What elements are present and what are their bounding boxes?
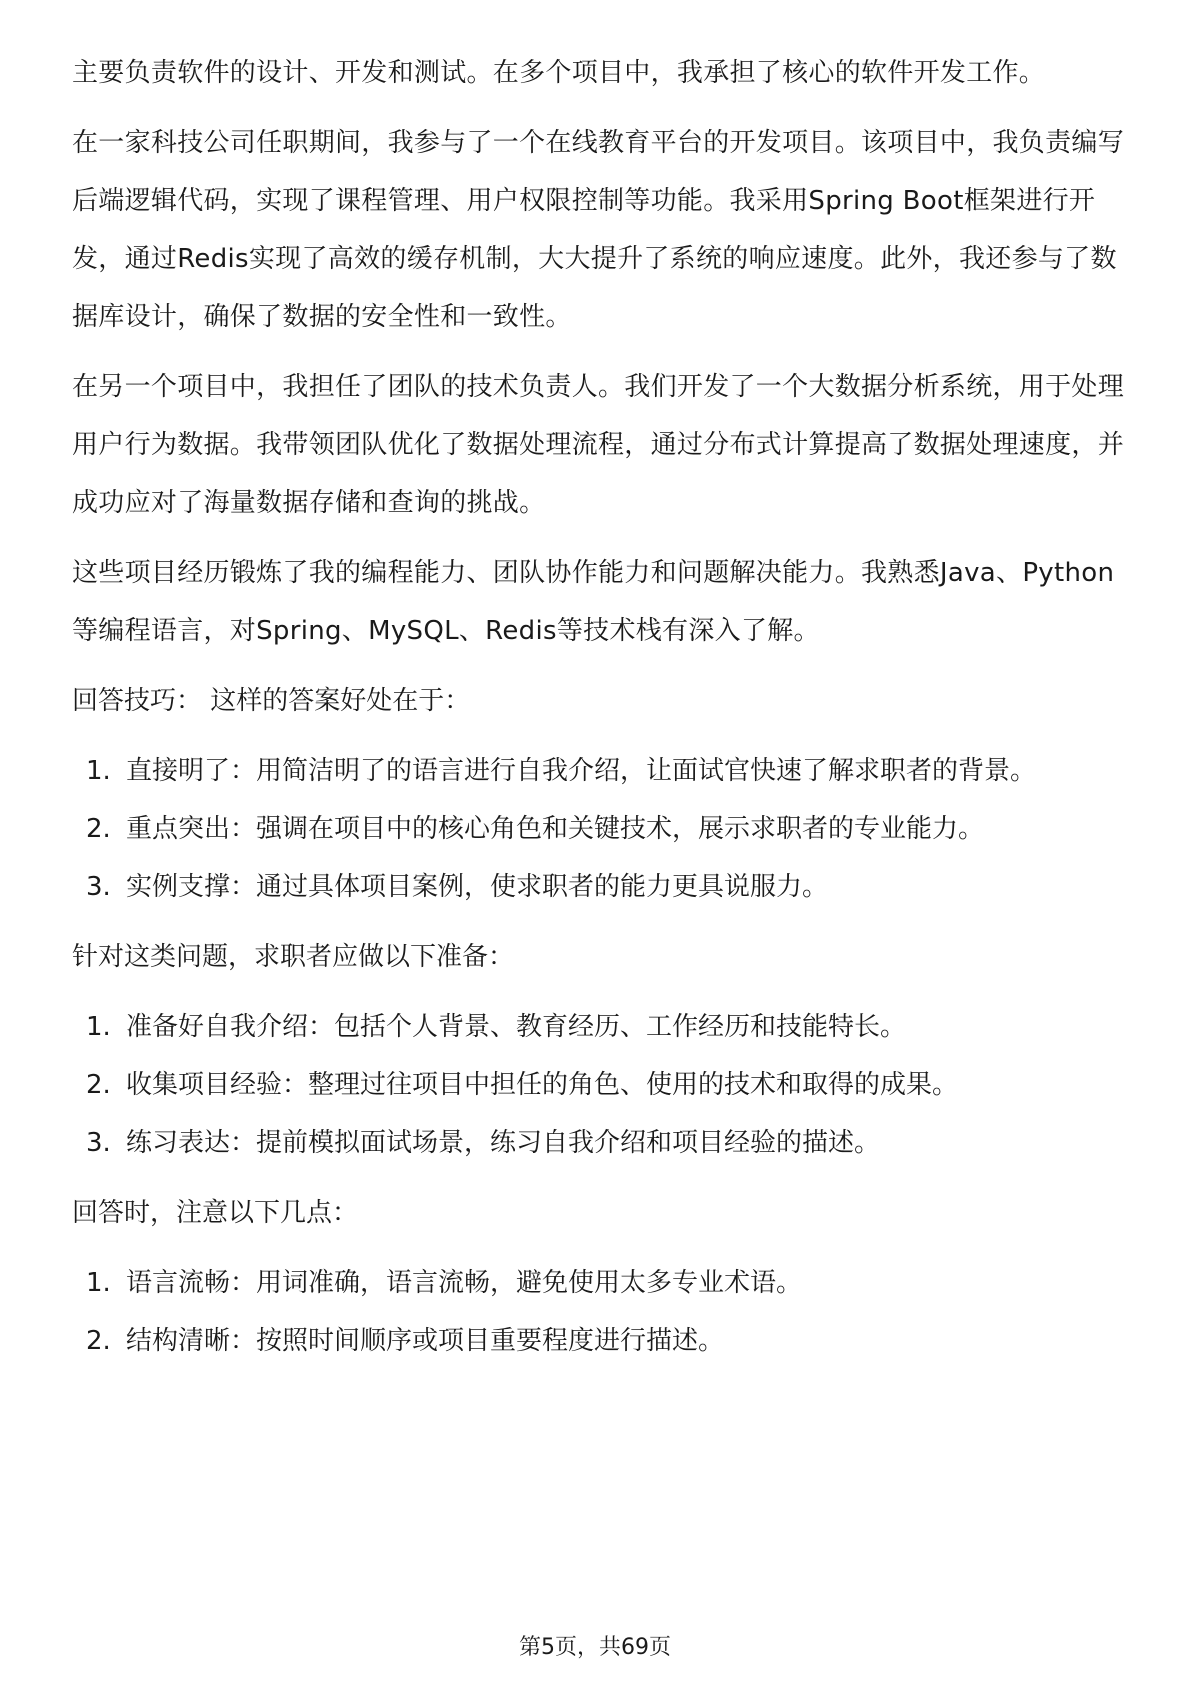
- list-item-text: 重点突出：强调在项目中的核心角色和关键技术，展示求职者的专业能力。: [126, 814, 985, 844]
- notes-list: [72, 1254, 1124, 1370]
- list-item-text: 收集项目经验：整理过往项目中担任的角色、使用的技术和取得的成果。: [126, 1070, 959, 1100]
- list-item: [72, 998, 1124, 1056]
- list-number: 1.: [86, 756, 111, 786]
- list-item: [72, 742, 1124, 800]
- paragraph-role: 主要负责软件的设计、开发和测试。在多个项目中，我承担了核心的软件开发工作。: [72, 58, 1046, 88]
- list-item-text: 实例支撑：通过具体项目案例，使求职者的能力更具说服力。: [126, 872, 829, 902]
- list-item: [72, 1312, 1124, 1370]
- preparation-list: [72, 998, 1124, 1172]
- list-number: 3.: [86, 1128, 111, 1158]
- paragraph-skills: 这些项目经历锻炼了我的编程能力、团队协作能力和问题解决能力。我熟悉Java、Python等编程语言，对Spring、MySQL、Redis等技术栈有深入了解。: [72, 558, 1115, 646]
- list-number: 1.: [86, 1012, 111, 1042]
- list-number: 2.: [86, 1326, 111, 1356]
- section-heading-tips: 回答技巧： 这样的答案好处在于：: [72, 686, 471, 716]
- document-body: [72, 44, 1124, 1382]
- list-item: [72, 1254, 1124, 1312]
- section-heading-notes: 回答时，注意以下几点：: [72, 1198, 359, 1228]
- list-item: [72, 858, 1124, 916]
- paragraph-bigdata-project: 在另一个项目中，我担任了团队的技术负责人。我们开发了一个大数据分析系统，用于处理用户行为数据。我带领团队优化了数据处理流程，通过分布式计算提高了数据处理速度，并成功应对了海量数据存储和查询的挑战。: [72, 372, 1125, 518]
- list-number: 3.: [86, 872, 111, 902]
- page-footer: 第5页，共69页: [519, 1635, 671, 1660]
- section-heading-preparation: 针对这类问题，求职者应做以下准备：: [72, 942, 515, 972]
- list-number: 1.: [86, 1268, 111, 1298]
- paragraph-education-project: 在一家科技公司任职期间，我参与了一个在线教育平台的开发项目。该项目中，我负责编写后端逻辑代码，实现了课程管理、用户权限控制等功能。我采用Spring Boot框架进行开发，通过Redis实现了高效的缓存机制，大大提升了系统的响应速度。此外，我还参与了数据库设计，确保了数据的安全性和一致性。: [72, 128, 1125, 332]
- list-item-text: 直接明了：用简洁明了的语言进行自我介绍，让面试官快速了解求职者的背景。: [126, 756, 1037, 786]
- list-item: [72, 800, 1124, 858]
- list-item-text: 结构清晰：按照时间顺序或项目重要程度进行描述。: [126, 1326, 725, 1356]
- list-item: [72, 1114, 1124, 1172]
- list-item-text: 练习表达：提前模拟面试场景，练习自我介绍和项目经验的描述。: [126, 1128, 881, 1158]
- list-number: 2.: [86, 814, 111, 844]
- list-item-text: 语言流畅：用词准确，语言流畅，避免使用太多专业术语。: [126, 1268, 803, 1298]
- list-item: [72, 1056, 1124, 1114]
- tips-list: [72, 742, 1124, 916]
- list-number: 2.: [86, 1070, 111, 1100]
- list-item-text: 准备好自我介绍：包括个人背景、教育经历、工作经历和技能特长。: [126, 1012, 907, 1042]
